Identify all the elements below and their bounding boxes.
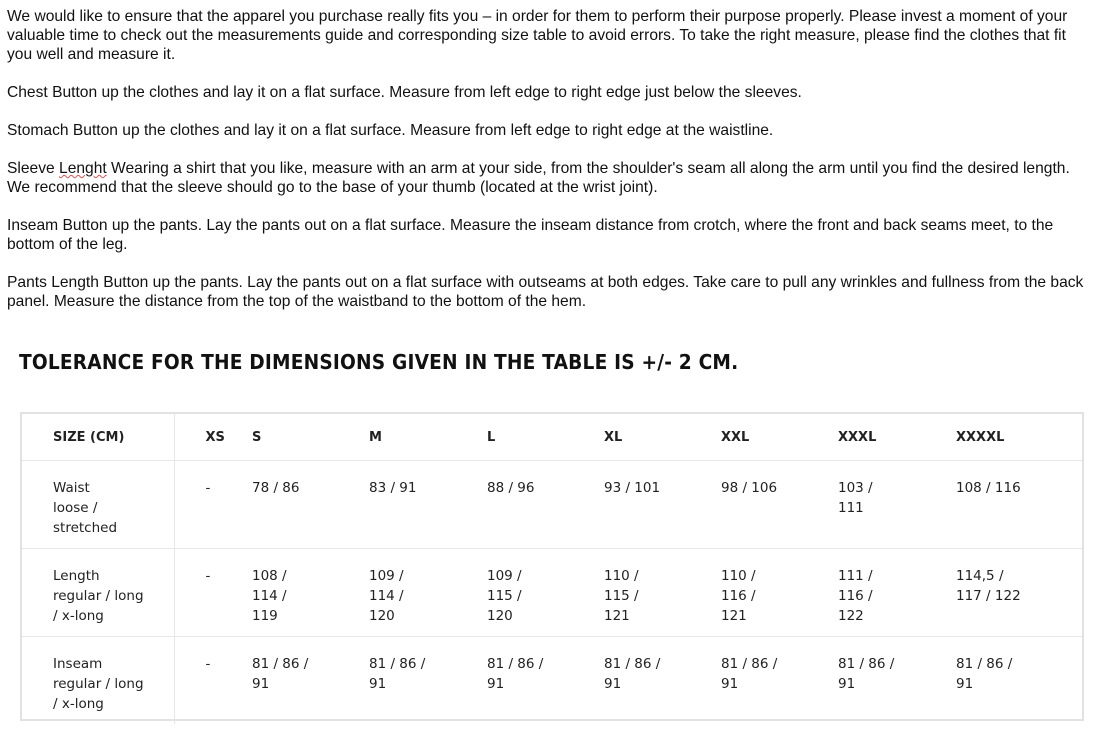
table-cell <box>956 637 1082 725</box>
cell-line: - <box>205 568 211 584</box>
cell-line: 114 / <box>369 588 404 604</box>
table-cell <box>174 549 252 637</box>
cell-line: 111 / <box>838 568 873 584</box>
table-cell <box>838 637 956 725</box>
cell-line: 83 / 91 <box>369 480 417 496</box>
cell-line: 81 / 86 / <box>487 656 544 672</box>
row-label-line: stretched <box>53 520 118 536</box>
cell-line: 91 <box>956 676 974 692</box>
cell-line: 115 / <box>487 588 522 604</box>
size-header-l: L <box>487 429 496 445</box>
table-cell <box>721 461 838 549</box>
row-label-line: / x-long <box>53 608 104 624</box>
table-row <box>22 637 1082 725</box>
row-label-line: Waist <box>53 480 90 496</box>
size-header-m: M <box>369 429 382 445</box>
row-label-line: loose / <box>53 500 98 516</box>
cell-line: 117 / 122 <box>956 588 1021 604</box>
cell-line: 81 / 86 / <box>369 656 426 672</box>
table-cell <box>487 461 604 549</box>
table-cell <box>956 549 1082 637</box>
row-label <box>22 637 174 725</box>
table-cell <box>252 637 369 725</box>
table-cell <box>369 637 487 725</box>
cell-line: 93 / 101 <box>604 480 661 496</box>
cell-line: 91 <box>487 676 505 692</box>
sleeve-instructions <box>7 159 1095 197</box>
table-body <box>22 461 1082 725</box>
size-header-xxxxl: XXXXL <box>956 429 1005 445</box>
cell-line: 103 / <box>838 480 873 496</box>
cell-line: 116 / <box>721 588 756 604</box>
table-cell <box>369 549 487 637</box>
cell-line: 91 <box>252 676 270 692</box>
cell-line: 81 / 86 / <box>838 656 895 672</box>
size-header-xs: XS <box>205 429 225 445</box>
inseam-instructions: Inseam Button up the pants. Lay the pants out on a flat surface. Measure the inseam distance from crotch, where the front and back seams meet, to the bottom of the leg. <box>7 217 1054 253</box>
cell-line: 81 / 86 / <box>252 656 309 672</box>
size-table-container <box>20 412 1084 721</box>
row-label-line: regular / long <box>53 676 144 692</box>
cell-line: 121 <box>604 608 630 624</box>
cell-line: 109 / <box>487 568 522 584</box>
row-label-line: regular / long <box>53 588 144 604</box>
cell-line: 109 / <box>369 568 404 584</box>
misspelled-word: Lenght <box>59 160 107 177</box>
size-header-xxl: XXL <box>721 429 750 445</box>
cell-line: 119 <box>252 608 278 624</box>
intro-paragraph: We would like to ensure that the apparel you purchase really fits you – in order for them to perform their purpose properly. Please invest a moment of your valuable time to check out the measurements guide and corresponding size table to avoid errors. To take the right measure, please find the clothes that fit you well and measure it. <box>7 8 1068 63</box>
cell-line: 91 <box>838 676 856 692</box>
cell-line: 122 <box>838 608 864 624</box>
row-label-line: Inseam <box>53 656 103 672</box>
table-cell <box>252 461 369 549</box>
table-cell <box>956 461 1082 549</box>
table-row <box>22 549 1082 637</box>
table-cell <box>838 549 956 637</box>
cell-line: 108 / <box>252 568 287 584</box>
cell-line: 78 / 86 <box>252 480 300 496</box>
table-cell <box>369 461 487 549</box>
size-column-header: SIZE (CM) <box>22 414 174 461</box>
cell-line: 108 / 116 <box>956 480 1021 496</box>
cell-line: 116 / <box>838 588 873 604</box>
cell-line: 120 <box>369 608 395 624</box>
table-cell <box>174 461 252 549</box>
size-table <box>22 414 1082 724</box>
measurement-guide-text <box>7 7 1095 330</box>
cell-line: 81 / 86 / <box>956 656 1013 672</box>
size-header-xl: XL <box>604 429 623 445</box>
pants-length-instructions: Pants Length Button up the pants. Lay the pants out on a flat surface with outseams at both edges. Take care to pull any wrinkles and fullness from the back panel. Measure the distance from the top of the waistband to the bottom of the hem. <box>7 274 1084 310</box>
table-cell <box>604 637 721 725</box>
cell-line: 91 <box>604 676 622 692</box>
cell-line: 114,5 / <box>956 568 1004 584</box>
row-label <box>22 549 174 637</box>
table-header-row <box>22 414 1082 461</box>
sleeve-text: Wearing a shirt that you like, measure with an arm at your side, from the shoulder's seam all along the arm until you find the desired length. We recommend that the sleeve should go to the base of your thumb (located at the wrist joint). <box>7 160 1070 196</box>
size-header-xxxl: XXXL <box>838 429 877 445</box>
cell-line: 121 <box>721 608 747 624</box>
table-cell <box>252 549 369 637</box>
table-cell <box>604 549 721 637</box>
size-header-s: S <box>252 429 262 445</box>
cell-line: 110 / <box>721 568 756 584</box>
chest-instructions: Chest Button up the clothes and lay it on a flat surface. Measure from left edge to right edge just below the sleeves. <box>7 84 802 101</box>
cell-line: - <box>205 656 211 672</box>
table-cell <box>721 637 838 725</box>
cell-line: 111 <box>838 500 864 516</box>
stomach-instructions: Stomach Button up the clothes and lay it on a flat surface. Measure from left edge to right edge at the waistline. <box>7 122 774 139</box>
cell-line: 110 / <box>604 568 639 584</box>
sleeve-label: Sleeve <box>7 160 60 177</box>
cell-line: - <box>205 480 211 496</box>
table-cell <box>174 637 252 725</box>
cell-line: 91 <box>369 676 387 692</box>
cell-line: 115 / <box>604 588 639 604</box>
cell-line: 81 / 86 / <box>604 656 661 672</box>
table-cell <box>487 549 604 637</box>
table-cell <box>487 637 604 725</box>
cell-line: 114 / <box>252 588 287 604</box>
table-row <box>22 461 1082 549</box>
table-cell <box>838 461 956 549</box>
row-label <box>22 461 174 549</box>
cell-line: 88 / 96 <box>487 480 535 496</box>
row-label-line: / x-long <box>53 696 104 712</box>
table-cell <box>721 549 838 637</box>
tolerance-heading: TOLERANCE FOR THE DIMENSIONS GIVEN IN THE TABLE IS +/- 2 CM. <box>19 350 739 374</box>
cell-line: 81 / 86 / <box>721 656 778 672</box>
cell-line: 91 <box>721 676 739 692</box>
row-label-line: Length <box>53 568 100 584</box>
table-cell <box>604 461 721 549</box>
cell-line: 98 / 106 <box>721 480 778 496</box>
cell-line: 120 <box>487 608 513 624</box>
